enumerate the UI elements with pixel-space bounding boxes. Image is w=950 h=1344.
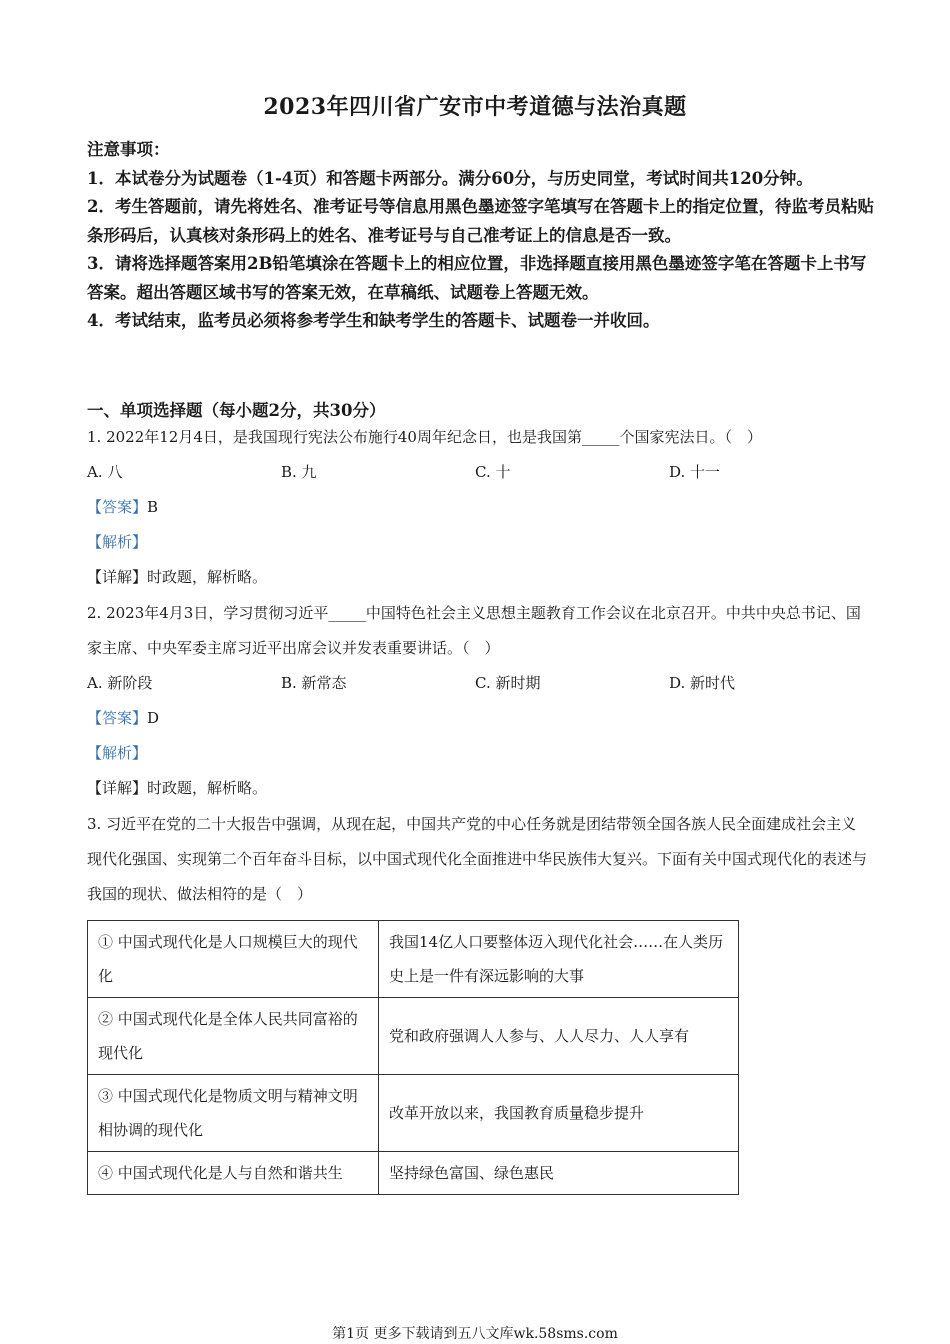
- table-cell: 坚持绿色富国、绿色惠民: [379, 1152, 739, 1195]
- comparison-table: [87, 920, 739, 1195]
- answer-line: [87, 701, 867, 736]
- option-b: B. 九: [281, 463, 317, 481]
- detail-line: [87, 771, 867, 806]
- table-cell: 党和政府强调人人参与、人人尽力、人人享有: [379, 998, 739, 1075]
- question-2: [87, 596, 867, 806]
- answer-tag: 【答案】: [87, 498, 148, 516]
- table-cell: ④ 中国式现代化是人与自然和谐共生: [88, 1152, 379, 1195]
- instruction-item: 1．本试卷分为试题卷（1-4页）和答题卡两部分。满分60分，与历史同堂，考试时间共120分钟。: [87, 168, 813, 188]
- table-row: [88, 1075, 739, 1152]
- detail-text: 时政题，解析略。: [147, 568, 268, 586]
- instruction-item: 4．考试结束，监考员必须将参考学生和缺考学生的答题卡、试题卷一并收回。: [87, 311, 660, 330]
- analysis-tag: 【解析】: [87, 744, 148, 762]
- question-options: [87, 666, 867, 701]
- table-cell: ③ 中国式现代化是物质文明与精神文明相协调的现代化: [88, 1075, 379, 1152]
- instructions: [87, 136, 877, 336]
- question-options: [87, 455, 867, 490]
- page-title: 2023年四川省广安市中考道德与法治真题: [263, 94, 687, 120]
- question-stem: 1. 2022年12月4日，是我国现行宪法公布施行40周年纪念日，也是我国第_____个国家宪法日。（ ）: [87, 428, 762, 446]
- table-row: [88, 998, 739, 1075]
- table-cell: 我国14亿人口要整体迈入现代化社会……在人类历史上是一件有深远影响的大事: [379, 921, 739, 998]
- question-stem: 2. 2023年4月3日，学习贯彻习近平_____中国特色社会主义思想主题教育工作会议在北京召开。中共中央总书记、国家主席、中央军委主席习近平出席会议并发表重要讲话。（ ）: [87, 604, 861, 657]
- page-footer: 第1页 更多下载请到五八文库wk.58sms.com: [332, 1326, 618, 1342]
- question-1: [87, 420, 867, 595]
- detail-tag: 【详解】: [87, 568, 148, 586]
- answer-value: B: [147, 498, 159, 516]
- analysis-tag: 【解析】: [87, 533, 148, 551]
- question-stem: 3. 习近平在党的二十大报告中强调，从现在起，中国共产党的中心任务就是团结带领全国各族人民全面建成社会主义现代化强国、实现第二个百年奋斗目标，以中国式现代化全面推进中华民族伟大复兴。下面有关中国式现代化的表述与我国的现状、做法相符的是（ ）: [87, 815, 868, 903]
- table-row: [88, 921, 739, 998]
- option-b: B. 新常态: [281, 674, 347, 692]
- detail-text: 时政题，解析略。: [147, 779, 268, 797]
- instruction-item: 2．考生答题前，请先将姓名、准考证号等信息用黑色墨迹签字笔填写在答题卡上的指定位置，待监考员粘贴条形码后，认真核对条形码上的姓名、准考证号与自己准考证上的信息是否一致。: [87, 197, 874, 245]
- question-3: [87, 807, 867, 912]
- table-cell: 改革开放以来，我国教育质量稳步提升: [379, 1075, 739, 1152]
- instructions-heading: 注意事项：: [87, 140, 170, 159]
- table-cell: ① 中国式现代化是人口规模巨大的现代化: [88, 921, 379, 998]
- answer-line: [87, 490, 867, 525]
- section-title: 一、单项选择题（每小题2分，共30分）: [87, 401, 386, 420]
- option-c: C. 十: [475, 463, 511, 481]
- option-c: C. 新时期: [475, 674, 541, 692]
- table-row: [88, 1152, 739, 1195]
- option-a: A. 八: [87, 463, 123, 481]
- instruction-item: 3．请将选择题答案用2B铅笔填涂在答题卡上的相应位置，非选择题直接用黑色墨迹签字笔在答题卡上书写答案。超出答题区域书写的答案无效，在草稿纸、试题卷上答题无效。: [87, 254, 867, 302]
- table-cell: ② 中国式现代化是全体人民共同富裕的现代化: [88, 998, 379, 1075]
- option-d: D. 十一: [669, 463, 721, 481]
- answer-tag: 【答案】: [87, 709, 148, 727]
- option-a: A. 新阶段: [87, 674, 153, 692]
- option-d: D. 新时代: [669, 674, 736, 692]
- answer-value: D: [147, 709, 160, 727]
- detail-tag: 【详解】: [87, 779, 148, 797]
- detail-line: [87, 560, 867, 595]
